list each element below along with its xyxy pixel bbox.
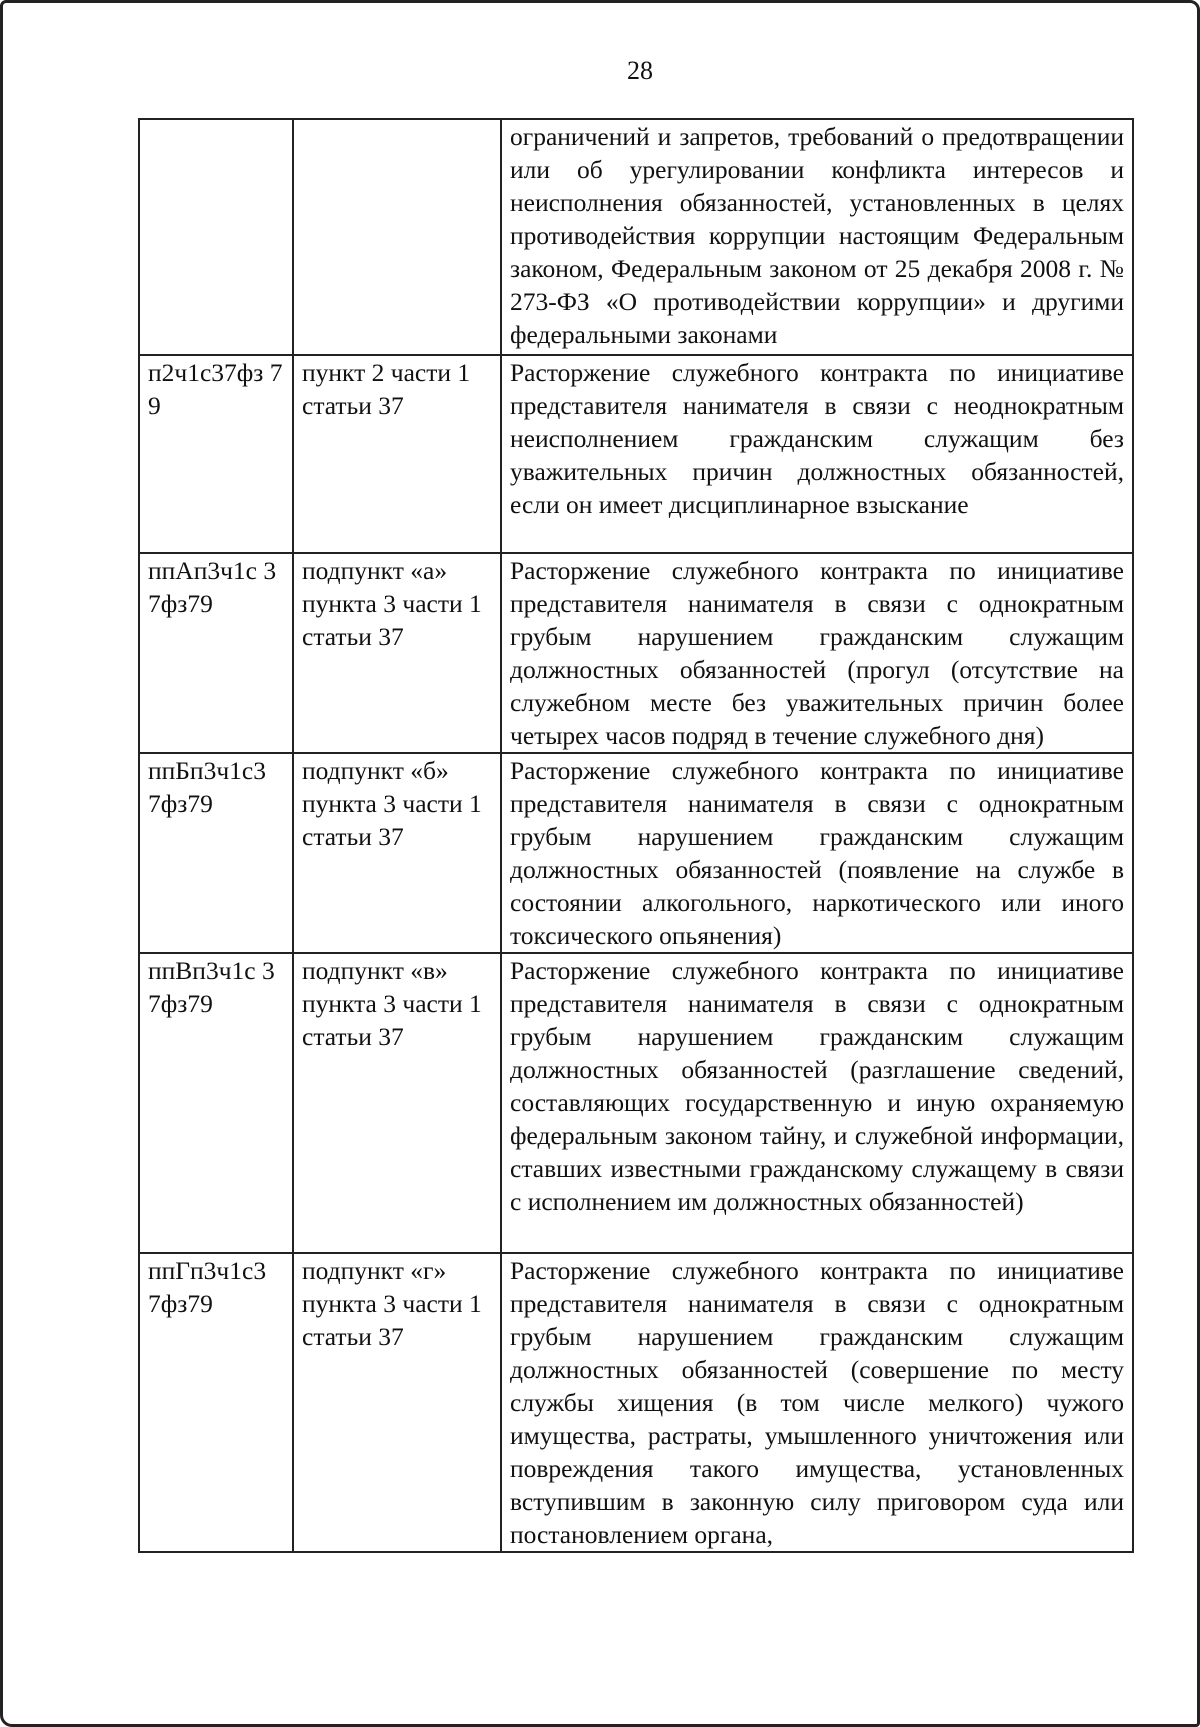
description-cell: Расторжение служебного контракта по инициативе представителя нанимателя в связи с однократным грубым нарушением гражданским служащим должностных обязанностей (появление на службе в состоянии алкогольного, наркотического или иного токсического опьянения) xyxy=(501,753,1133,953)
description-cell: Расторжение служебного контракта по инициативе представителя нанимателя в связи с однократным грубым нарушением гражданским служащим должностных обязанностей (разглашение сведений, составляющих государственную и иную охраняемую федеральным законом тайну, и служебной информации, ставших известными гражданскому служащему в связи с исполнением им должностных обязанностей) xyxy=(501,953,1133,1253)
description-cell: Расторжение служебного контракта по инициативе представителя нанимателя в связи с неоднократным неисполнением гражданским служащим без уважительных причин должностных обязанностей, если он имеет дисциплинарное взыскание xyxy=(501,355,1133,553)
table-row xyxy=(139,553,1133,753)
code-cell: п2ч1с37фз 79 xyxy=(139,355,293,553)
code-cell: ппГп3ч1с3 7фз79 xyxy=(139,1253,293,1552)
page-number: 28 xyxy=(627,56,653,85)
description-cell: Расторжение служебного контракта по инициативе представителя нанимателя в связи с однократным грубым нарушением гражданским служащим должностных обязанностей (прогул (отсутствие на служебном месте без уважительных причин более четырех часов подряд в течение служебного дня) xyxy=(501,553,1133,753)
code-cell xyxy=(139,119,293,355)
reference-cell: подпункт «а» пункта 3 части 1 статьи 37 xyxy=(293,553,501,753)
description-cell: Расторжение служебного контракта по инициативе представителя нанимателя в связи с однократным грубым нарушением гражданским служащим должностных обязанностей (совершение по месту службы хищения (в том числе мелкого) чужого имущества, растраты, умышленного уничтожения или повреждения такого имущества, установленных вступившим в законную силу приговором суда или постановлением органа, xyxy=(501,1253,1133,1552)
code-cell: ппАп3ч1с 37фз79 xyxy=(139,553,293,753)
code-cell: ппВп3ч1с 37фз79 xyxy=(139,953,293,1253)
reference-cell: пункт 2 части 1 статьи 37 xyxy=(293,355,501,553)
reference-cell: подпункт «г» пункта 3 части 1 статьи 37 xyxy=(293,1253,501,1552)
reference-cell: подпункт «б» пункта 3 части 1 статьи 37 xyxy=(293,753,501,953)
legal-codes-table xyxy=(138,118,1134,1553)
code-cell: ппБп3ч1с3 7фз79 xyxy=(139,753,293,953)
table-row xyxy=(139,953,1133,1253)
table-row xyxy=(139,119,1133,355)
table-row xyxy=(139,355,1133,553)
reference-cell xyxy=(293,119,501,355)
reference-cell: подпункт «в» пункта 3 части 1 статьи 37 xyxy=(293,953,501,1253)
table-row xyxy=(139,1253,1133,1552)
description-cell: ограничений и запретов, требований о предотвращении или об урегулировании конфликта интересов и неисполнения обязанностей, установленных в целях противодействия коррупции настоящим Федеральным законом, Федеральным законом от 25 декабря 2008 г. № 273-ФЗ «О противодействии коррупции» и другими федеральными законами xyxy=(501,119,1133,355)
table-row xyxy=(139,753,1133,953)
